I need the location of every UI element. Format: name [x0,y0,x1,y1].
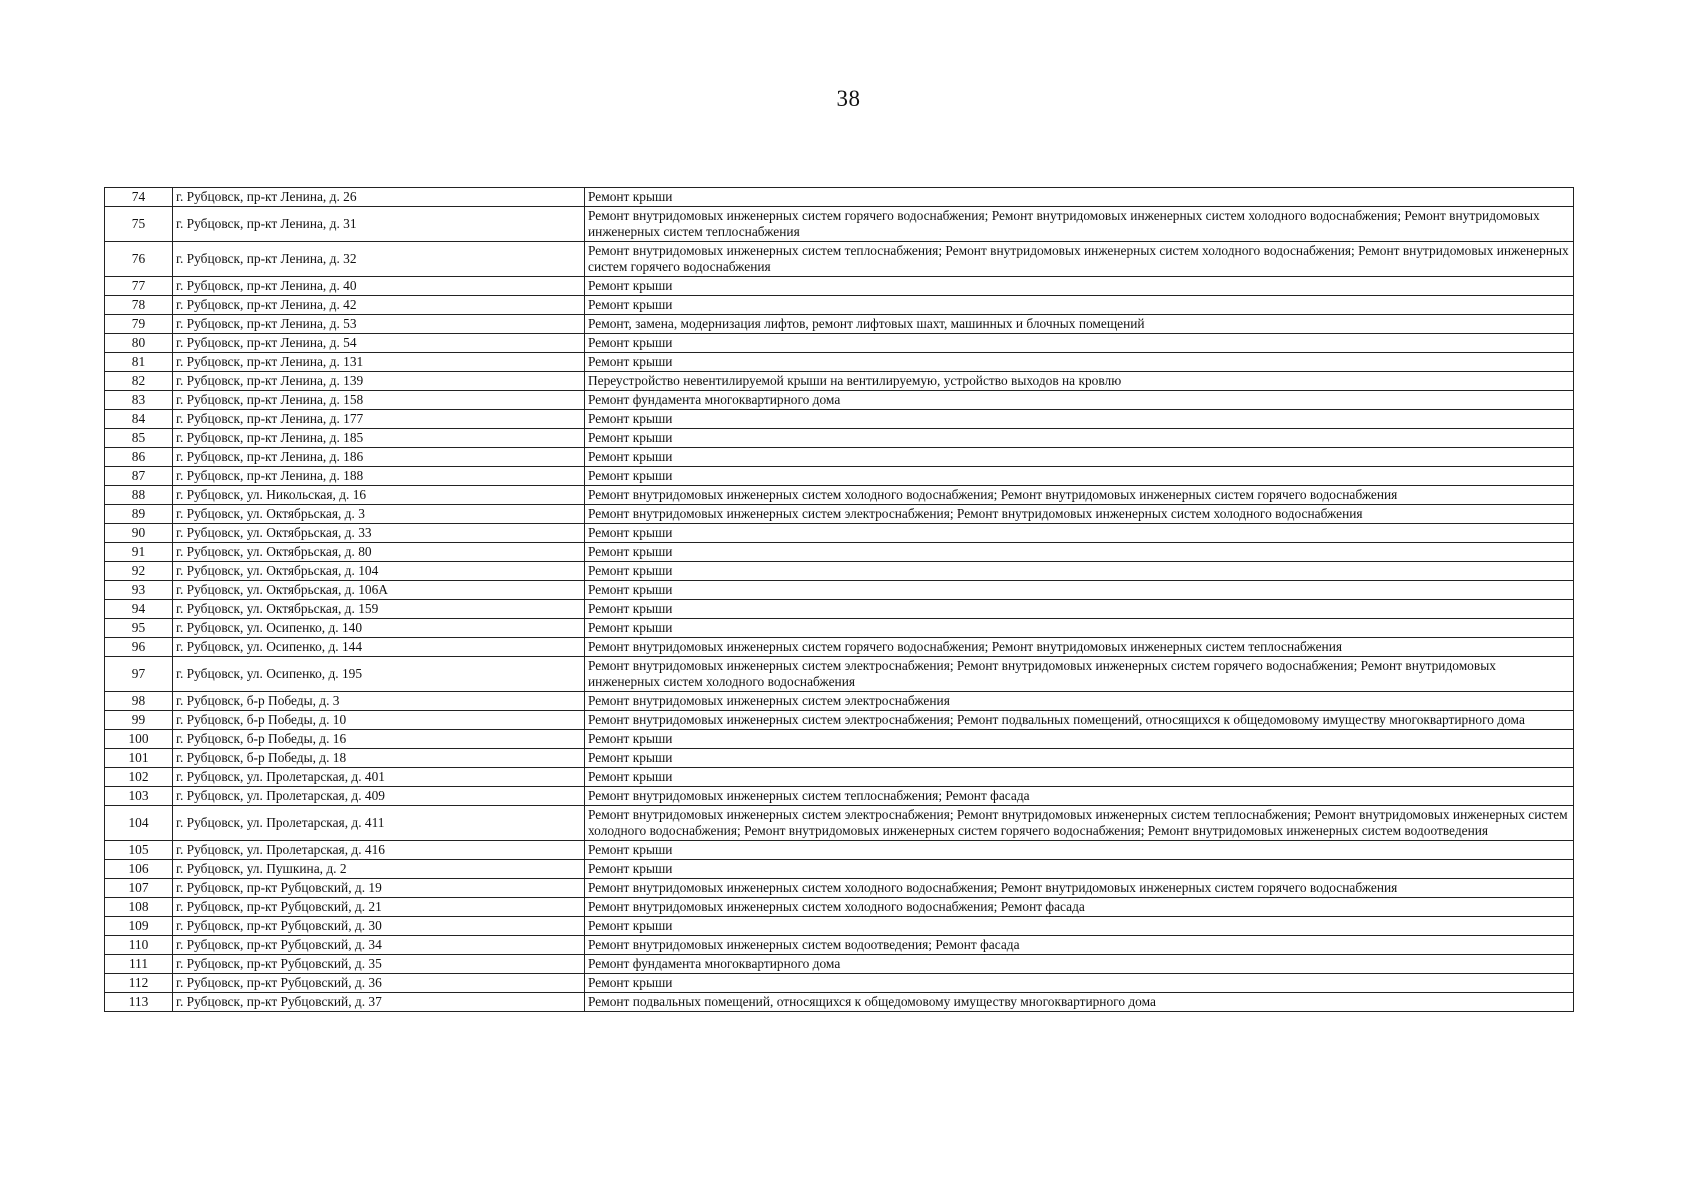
row-address: г. Рубцовск, пр-кт Рубцовский, д. 36 [173,974,585,993]
row-address: г. Рубцовск, пр-кт Ленина, д. 186 [173,448,585,467]
row-work-type: Ремонт крыши [585,581,1574,600]
row-work-type: Ремонт внутридомовых инженерных систем горячего водоснабжения; Ремонт внутридомовых инженерных систем холодного водоснабжения; Ремонт внутридомовых инженерных систем теплоснабжения [585,207,1574,242]
row-address: г. Рубцовск, пр-кт Рубцовский, д. 37 [173,993,585,1012]
row-address: г. Рубцовск, пр-кт Ленина, д. 32 [173,242,585,277]
row-number: 108 [105,898,173,917]
row-number: 80 [105,334,173,353]
table-row [105,879,1574,898]
row-work-type: Ремонт внутридомовых инженерных систем теплоснабжения; Ремонт внутридомовых инженерных систем холодного водоснабжения; Ремонт внутридомовых инженерных систем горячего водоснабжения [585,242,1574,277]
row-number: 81 [105,353,173,372]
row-work-type: Ремонт крыши [585,296,1574,315]
row-address: г. Рубцовск, пр-кт Ленина, д. 26 [173,188,585,207]
row-work-type: Ремонт, замена, модернизация лифтов, ремонт лифтовых шахт, машинных и блочных помещений [585,315,1574,334]
row-address: г. Рубцовск, пр-кт Рубцовский, д. 35 [173,955,585,974]
table-row [105,188,1574,207]
row-address: г. Рубцовск, пр-кт Ленина, д. 139 [173,372,585,391]
row-number: 76 [105,242,173,277]
row-work-type: Ремонт крыши [585,353,1574,372]
table-row [105,296,1574,315]
table-row [105,372,1574,391]
table-row [105,619,1574,638]
row-number: 98 [105,692,173,711]
row-address: г. Рубцовск, пр-кт Ленина, д. 185 [173,429,585,448]
row-number: 113 [105,993,173,1012]
row-address: г. Рубцовск, пр-кт Рубцовский, д. 34 [173,936,585,955]
row-address: г. Рубцовск, ул. Осипенко, д. 144 [173,638,585,657]
row-number: 107 [105,879,173,898]
table-row [105,448,1574,467]
table-row [105,562,1574,581]
table-row [105,936,1574,955]
row-work-type: Ремонт внутридомовых инженерных систем холодного водоснабжения; Ремонт фасада [585,898,1574,917]
table-row [105,334,1574,353]
table-row [105,768,1574,787]
row-work-type: Ремонт крыши [585,917,1574,936]
row-number: 74 [105,188,173,207]
row-number: 75 [105,207,173,242]
row-address: г. Рубцовск, пр-кт Ленина, д. 131 [173,353,585,372]
row-number: 95 [105,619,173,638]
row-work-type: Ремонт фундамента многоквартирного дома [585,391,1574,410]
row-work-type: Ремонт внутридомовых инженерных систем электроснабжения; Ремонт внутридомовых инженерных систем горячего водоснабжения; Ремонт внутридомовых инженерных систем холодного водоснабжения [585,657,1574,692]
row-work-type: Ремонт подвальных помещений, относящихся к общедомовому имуществу многоквартирного дома [585,993,1574,1012]
row-work-type: Ремонт крыши [585,467,1574,486]
row-work-type: Ремонт крыши [585,730,1574,749]
row-work-type: Ремонт крыши [585,448,1574,467]
table-row [105,787,1574,806]
table-row [105,657,1574,692]
row-address: г. Рубцовск, ул. Пролетарская, д. 411 [173,806,585,841]
table-row [105,353,1574,372]
row-work-type: Ремонт крыши [585,524,1574,543]
row-work-type: Ремонт крыши [585,749,1574,768]
row-number: 83 [105,391,173,410]
row-work-type: Ремонт внутридомовых инженерных систем холодного водоснабжения; Ремонт внутридомовых инженерных систем горячего водоснабжения [585,879,1574,898]
row-work-type: Ремонт крыши [585,600,1574,619]
row-address: г. Рубцовск, пр-кт Рубцовский, д. 30 [173,917,585,936]
row-number: 104 [105,806,173,841]
row-number: 91 [105,543,173,562]
row-number: 94 [105,600,173,619]
table-row [105,974,1574,993]
row-number: 112 [105,974,173,993]
table-row [105,711,1574,730]
table-row [105,410,1574,429]
row-number: 92 [105,562,173,581]
row-number: 89 [105,505,173,524]
table-row [105,505,1574,524]
table-row [105,806,1574,841]
table-row [105,600,1574,619]
row-number: 110 [105,936,173,955]
row-number: 86 [105,448,173,467]
row-number: 105 [105,841,173,860]
row-address: г. Рубцовск, б-р Победы, д. 18 [173,749,585,768]
row-address: г. Рубцовск, пр-кт Ленина, д. 40 [173,277,585,296]
row-work-type: Ремонт крыши [585,562,1574,581]
row-work-type: Ремонт крыши [585,619,1574,638]
row-work-type: Ремонт внутридомовых инженерных систем теплоснабжения; Ремонт фасада [585,787,1574,806]
row-address: г. Рубцовск, ул. Осипенко, д. 195 [173,657,585,692]
row-work-type: Ремонт крыши [585,860,1574,879]
table-row [105,898,1574,917]
row-work-type: Ремонт крыши [585,334,1574,353]
row-number: 82 [105,372,173,391]
row-work-type: Ремонт внутридомовых инженерных систем водоотведения; Ремонт фасада [585,936,1574,955]
row-address: г. Рубцовск, б-р Победы, д. 10 [173,711,585,730]
row-number: 97 [105,657,173,692]
table-row [105,486,1574,505]
row-address: г. Рубцовск, пр-кт Ленина, д. 31 [173,207,585,242]
row-work-type: Ремонт крыши [585,410,1574,429]
table-row [105,692,1574,711]
row-work-type: Ремонт крыши [585,429,1574,448]
row-number: 78 [105,296,173,315]
row-number: 77 [105,277,173,296]
table-row [105,315,1574,334]
row-work-type: Ремонт крыши [585,543,1574,562]
table-row [105,543,1574,562]
row-address: г. Рубцовск, пр-кт Ленина, д. 53 [173,315,585,334]
row-address: г. Рубцовск, пр-кт Ленина, д. 158 [173,391,585,410]
table-row [105,749,1574,768]
table-row [105,860,1574,879]
row-address: г. Рубцовск, ул. Октябрьская, д. 106А [173,581,585,600]
row-number: 106 [105,860,173,879]
table-row [105,207,1574,242]
row-work-type: Ремонт фундамента многоквартирного дома [585,955,1574,974]
row-address: г. Рубцовск, ул. Пушкина, д. 2 [173,860,585,879]
repair-works-table [104,187,1574,1012]
row-number: 88 [105,486,173,505]
row-number: 99 [105,711,173,730]
table-row [105,841,1574,860]
row-address: г. Рубцовск, пр-кт Ленина, д. 188 [173,467,585,486]
table-row [105,917,1574,936]
row-work-type: Ремонт крыши [585,277,1574,296]
row-work-type: Ремонт крыши [585,841,1574,860]
row-number: 100 [105,730,173,749]
table-row [105,242,1574,277]
row-number: 101 [105,749,173,768]
row-work-type: Ремонт внутридомовых инженерных систем электроснабжения; Ремонт внутридомовых инженерных систем теплоснабжения; Ремонт внутридомовых инженерных систем холодного водоснабжения; Ремонт внутридомовых инженерных систем горячего водоснабжения; Ремонт внутридомовых инженерных систем водоотведения [585,806,1574,841]
row-address: г. Рубцовск, ул. Октябрьская, д. 159 [173,600,585,619]
row-number: 85 [105,429,173,448]
row-address: г. Рубцовск, пр-кт Ленина, д. 42 [173,296,585,315]
table-row [105,467,1574,486]
row-work-type: Переустройство невентилируемой крыши на вентилируемую, устройство выходов на кровлю [585,372,1574,391]
row-number: 103 [105,787,173,806]
table-body [105,188,1574,1012]
row-number: 90 [105,524,173,543]
row-address: г. Рубцовск, ул. Пролетарская, д. 409 [173,787,585,806]
row-address: г. Рубцовск, ул. Осипенко, д. 140 [173,619,585,638]
row-work-type: Ремонт внутридомовых инженерных систем электроснабжения [585,692,1574,711]
row-number: 96 [105,638,173,657]
page-number: 38 [836,86,861,111]
row-address: г. Рубцовск, пр-кт Ленина, д. 54 [173,334,585,353]
row-address: г. Рубцовск, б-р Победы, д. 16 [173,730,585,749]
table-row [105,581,1574,600]
row-address: г. Рубцовск, ул. Пролетарская, д. 416 [173,841,585,860]
row-number: 102 [105,768,173,787]
table-row [105,524,1574,543]
table-row [105,391,1574,410]
row-work-type: Ремонт внутридомовых инженерных систем электроснабжения; Ремонт подвальных помещений, относящихся к общедомовому имуществу многоквартирного дома [585,711,1574,730]
row-address: г. Рубцовск, ул. Пролетарская, д. 401 [173,768,585,787]
row-number: 87 [105,467,173,486]
row-address: г. Рубцовск, пр-кт Ленина, д. 177 [173,410,585,429]
row-number: 79 [105,315,173,334]
table-row [105,638,1574,657]
row-address: г. Рубцовск, ул. Никольская, д. 16 [173,486,585,505]
row-number: 111 [105,955,173,974]
table-row [105,993,1574,1012]
table-row [105,429,1574,448]
row-number: 109 [105,917,173,936]
row-address: г. Рубцовск, пр-кт Рубцовский, д. 21 [173,898,585,917]
row-work-type: Ремонт внутридомовых инженерных систем холодного водоснабжения; Ремонт внутридомовых инженерных систем горячего водоснабжения [585,486,1574,505]
table-row [105,955,1574,974]
row-address: г. Рубцовск, ул. Октябрьская, д. 3 [173,505,585,524]
row-number: 93 [105,581,173,600]
table-row [105,730,1574,749]
row-work-type: Ремонт крыши [585,188,1574,207]
row-address: г. Рубцовск, ул. Октябрьская, д. 80 [173,543,585,562]
row-work-type: Ремонт внутридомовых инженерных систем электроснабжения; Ремонт внутридомовых инженерных систем холодного водоснабжения [585,505,1574,524]
row-work-type: Ремонт крыши [585,768,1574,787]
row-address: г. Рубцовск, ул. Октябрьская, д. 33 [173,524,585,543]
row-work-type: Ремонт крыши [585,974,1574,993]
row-work-type: Ремонт внутридомовых инженерных систем горячего водоснабжения; Ремонт внутридомовых инженерных систем теплоснабжения [585,638,1574,657]
row-address: г. Рубцовск, ул. Октябрьская, д. 104 [173,562,585,581]
row-number: 84 [105,410,173,429]
row-address: г. Рубцовск, б-р Победы, д. 3 [173,692,585,711]
table-row [105,277,1574,296]
row-address: г. Рубцовск, пр-кт Рубцовский, д. 19 [173,879,585,898]
